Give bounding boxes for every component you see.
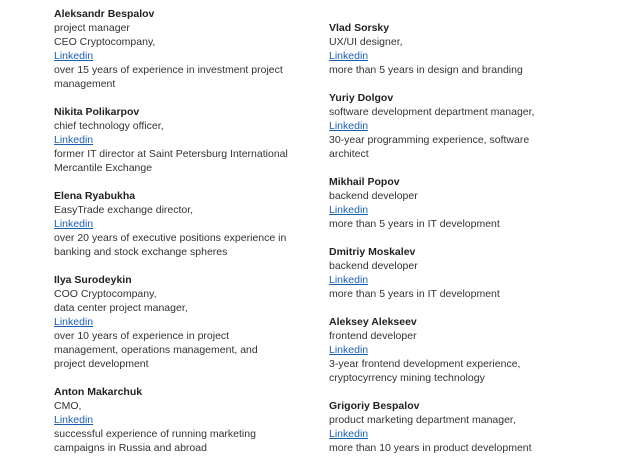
- member-bio: campaigns in Russia and abroad: [54, 442, 207, 454]
- member-bio: over 10 years of experience in project: [54, 330, 230, 342]
- member-role: frontend developer: [329, 330, 417, 342]
- member-bio: former IT director at Saint Petersburg International: [54, 148, 288, 160]
- member-role: EasyTrade exchange director,: [54, 204, 194, 216]
- linkedin-link[interactable]: Linkedin: [54, 134, 94, 146]
- member-bio: over 15 years of experience in investment project: [54, 64, 283, 76]
- member-bio: more than 5 years in IT development: [329, 288, 500, 300]
- member-role: product marketing department manager,: [329, 414, 516, 426]
- team-member: [329, 21, 579, 77]
- linkedin-link-row: [54, 217, 304, 231]
- member-role: CMO,: [54, 400, 82, 412]
- linkedin-link[interactable]: Linkedin: [329, 204, 369, 216]
- member-name: Aleksandr Bespalov: [54, 8, 155, 20]
- member-role: backend developer: [329, 260, 418, 272]
- member-role: CEO Cryptocompany,: [54, 36, 156, 48]
- team-member: [329, 91, 579, 161]
- member-name: Dmitriy Moskalev: [329, 246, 416, 258]
- linkedin-link[interactable]: Linkedin: [54, 50, 94, 62]
- linkedin-link-row: [329, 49, 579, 63]
- team-member: [54, 273, 304, 371]
- team-member: [329, 245, 579, 301]
- member-bio: more than 5 years in IT development: [329, 218, 500, 230]
- member-bio: project development: [54, 358, 149, 370]
- member-bio: management, operations management, and: [54, 344, 258, 356]
- linkedin-link[interactable]: Linkedin: [54, 218, 94, 230]
- linkedin-link-row: [54, 413, 304, 427]
- member-bio: 30-year programming experience, software: [329, 134, 530, 146]
- member-name: Mikhail Popov: [329, 176, 400, 188]
- member-name: Elena Ryabukha: [54, 190, 136, 202]
- team-member: [54, 105, 304, 175]
- member-role: data center project manager,: [54, 302, 188, 314]
- member-role: backend developer: [329, 190, 418, 202]
- linkedin-link-row: [54, 49, 304, 63]
- member-role: UX/UI designer,: [329, 36, 403, 48]
- member-bio: more than 5 years in design and branding: [329, 64, 523, 76]
- linkedin-link[interactable]: Linkedin: [329, 274, 369, 286]
- member-bio: banking and stock exchange spheres: [54, 246, 228, 258]
- member-bio: management: [54, 78, 116, 90]
- member-bio: successful experience of running marketing: [54, 428, 256, 440]
- team-member: [329, 315, 579, 385]
- team-member: [54, 7, 304, 91]
- team-column-left: [54, 7, 304, 469]
- linkedin-link[interactable]: Linkedin: [54, 414, 94, 426]
- member-bio: 3-year frontend development experience,: [329, 358, 521, 370]
- linkedin-link[interactable]: Linkedin: [329, 120, 369, 132]
- member-role: chief technology officer,: [54, 120, 164, 132]
- linkedin-link-row: [329, 273, 579, 287]
- linkedin-link-row: [329, 119, 579, 133]
- team-member: [329, 175, 579, 231]
- linkedin-link-row: [54, 315, 304, 329]
- linkedin-link-row: [54, 133, 304, 147]
- member-name: Grigoriy Bespalov: [329, 400, 420, 412]
- linkedin-link[interactable]: Linkedin: [54, 316, 94, 328]
- member-name: Aleksey Alekseev: [329, 316, 417, 328]
- team-member: [329, 399, 579, 455]
- member-name: Anton Makarchuk: [54, 386, 143, 398]
- member-name: Nikita Polikarpov: [54, 106, 140, 118]
- member-name: Yuriy Dolgov: [329, 92, 394, 104]
- team-column-right: [329, 21, 579, 469]
- team-member: [54, 189, 304, 259]
- member-role: project manager: [54, 22, 130, 34]
- member-bio: over 20 years of executive positions experience in: [54, 232, 287, 244]
- linkedin-link-row: [329, 343, 579, 357]
- member-bio: more than 10 years in product development: [329, 442, 532, 454]
- member-name: Vlad Sorsky: [329, 22, 390, 34]
- team-member: [54, 385, 304, 455]
- member-bio: Mercantile Exchange: [54, 162, 153, 174]
- member-role: COO Cryptocompany,: [54, 288, 157, 300]
- linkedin-link[interactable]: Linkedin: [329, 428, 369, 440]
- member-name: Ilya Surodeykin: [54, 274, 132, 286]
- member-bio: cryptocyrrency mining technology: [329, 372, 485, 384]
- linkedin-link[interactable]: Linkedin: [329, 344, 369, 356]
- member-role: software development department manager,: [329, 106, 535, 118]
- linkedin-link-row: [329, 203, 579, 217]
- linkedin-link-row: [329, 427, 579, 441]
- member-bio: architect: [329, 148, 369, 160]
- linkedin-link[interactable]: Linkedin: [329, 50, 369, 62]
